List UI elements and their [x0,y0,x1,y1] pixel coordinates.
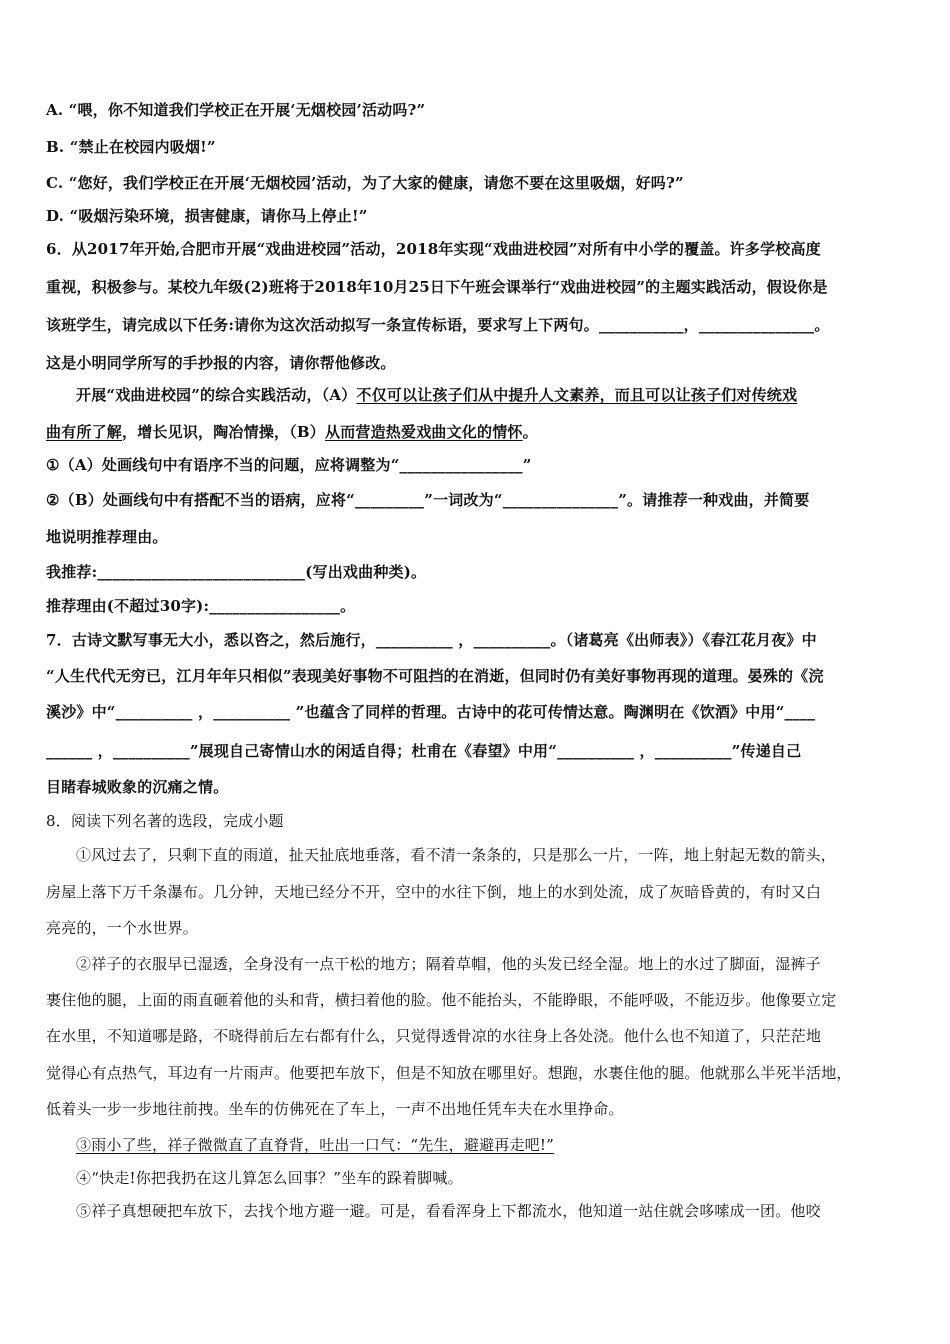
underlined-sentence-a: 曲有所了解 [46,423,123,441]
option-c: C. “您好，我们学校正在开展‘无烟校园’活动，为了大家的健康，请您不要在这里吸烟，好吗?” [46,174,684,192]
question-7-line: “人生代代无穷已，江月年年只相似”表现美好事物不可阻挡的在消逝，但同时仍有美好事物再现的道理。晏殊的《浣 [46,667,824,685]
question-7-line: 溪沙》中“__________ ，__________ ”也蕴含了同样的哲理。古诗中的花可传情达意。陶渊明在《饮酒》中用“____ [46,703,816,721]
newspaper-text: 开展“戏曲进校园”的综合实践活动，（A） [76,386,357,404]
sub-question-1: ①（A）处画线句中有语序不当的问题，应将调整为“________________” [46,456,532,474]
passage-line: 房屋上落下万千条瀑布。几分钟，天地已经分不开，空中的水往下倒，地上的水到处流，成了灰暗昏黄的，有时又白 [46,883,822,901]
question-6-line: 6．从2017年开始,合肥市开展“戏曲进校园”活动，2018年实现“戏曲进校园”对所有中小学的覆盖。许多学校高度 [46,240,821,258]
passage-line: ①风过去了，只剩下直的雨道，扯天扯底地垂落，看不清一条条的，只是那么一片，一阵，地上射起无数的箭头， [76,846,837,864]
passage-line: 觉得心有点热气，耳边有一片雨声。他要把车放下，但是不知放在哪里好。想跑，水裹住他的腿。他就那么半死半活地， [46,1064,852,1082]
reason-line: 推荐理由(不超过30字):_________________。 [46,597,356,615]
passage-line: 低着头一步一步地往前拽。坐车的仿佛死在了车上，一声不出地任凭车夫在水里挣命。 [46,1100,624,1118]
newspaper-paragraph [46,422,538,442]
question-6-line: 这是小明同学所写的手抄报的内容，请你帮他修改。 [46,354,396,372]
passage-line: 亮亮的，一个水世界。 [46,919,199,937]
passage-line: ⑤祥子真想硬把车放下，去找个地方避一避。可是，看看浑身上下都流水，他知道一站住就会哆嗦成一团。他咬 [76,1202,821,1220]
newspaper-text: ，增长见识，陶冶情操，（B） [122,423,325,441]
sub-question-2: 地说明推荐理由。 [46,528,168,546]
question-8-title: 8．阅读下列名著的选段，完成小题 [46,812,284,830]
passage-line: 裹住他的腿，上面的雨直砸着他的头和背，横扫着他的脸。他不能抬头，不能睁眼，不能呼吸，不能迈步。他像要立定 [46,991,837,1009]
option-a: A. “喂，你不知道我们学校正在开展‘无烟校园’活动吗?” [46,101,426,119]
passage-line: ④“快走!你把我扔在这儿算怎么回事？”坐车的跺着脚喊。 [76,1169,463,1187]
sub-question-2: ②（B）处画线句中有搭配不当的语病，应将“_________”一词改为“_______________”。请推荐一种戏曲，并简要 [46,491,810,509]
question-7-line: 目睹春城败象的沉痛之情。 [46,778,229,796]
recommend-line: 我推荐:___________________________(写出戏曲种类)。 [46,563,427,581]
passage-line: 在水里，不知道哪是路，不晓得前后左右都有什么，只觉得透骨凉的水往身上各处浇。他什么也不知道了，只茫茫地 [46,1027,822,1045]
question-7-line: ______ ，__________”展现自己寄情山水的闲适自得；杜甫在《春望》中用“__________ ，__________”传递自己 [46,742,802,760]
underlined-sentence-a: 不仅可以让孩子们从中提升人文素养，而且可以让孩子们对传统戏 [356,386,798,404]
question-7-line: 7．古诗文默写事无大小，悉以咨之，然后施行，__________ ，__________。（诸葛亮《出师表》）《春江花月夜》中 [46,631,817,649]
question-6-line: 该班学生，请完成以下任务:请你为这次活动拟写一条宣传标语，要求写上下两句。___________，_______________。 [46,316,830,334]
passage-line: ②祥子的衣服早已湿透，全身没有一点干松的地方；隔着草帽，他的头发已经全湿。地上的水过了脚面，湿裤子 [76,955,821,973]
underlined-sentence-b: 从而营造热爱戏曲文化的情怀 [325,423,523,441]
newspaper-text: 。 [522,423,538,441]
option-b: B. “禁止在校园内吸烟!” [46,138,216,156]
passage-underlined-line: ③雨小了些，祥子微微直了直脊背，吐出一口气：“先生，避避再走吧!” [76,1136,554,1154]
question-6-line: 重视，积极参与。某校九年级(2)班将于2018年10月25日下午班会课举行“戏曲进校园”的主题实践活动，假设你是 [46,278,828,296]
newspaper-paragraph [76,385,797,405]
option-d: D. “吸烟污染环境，损害健康，请你马上停止!” [46,207,368,225]
